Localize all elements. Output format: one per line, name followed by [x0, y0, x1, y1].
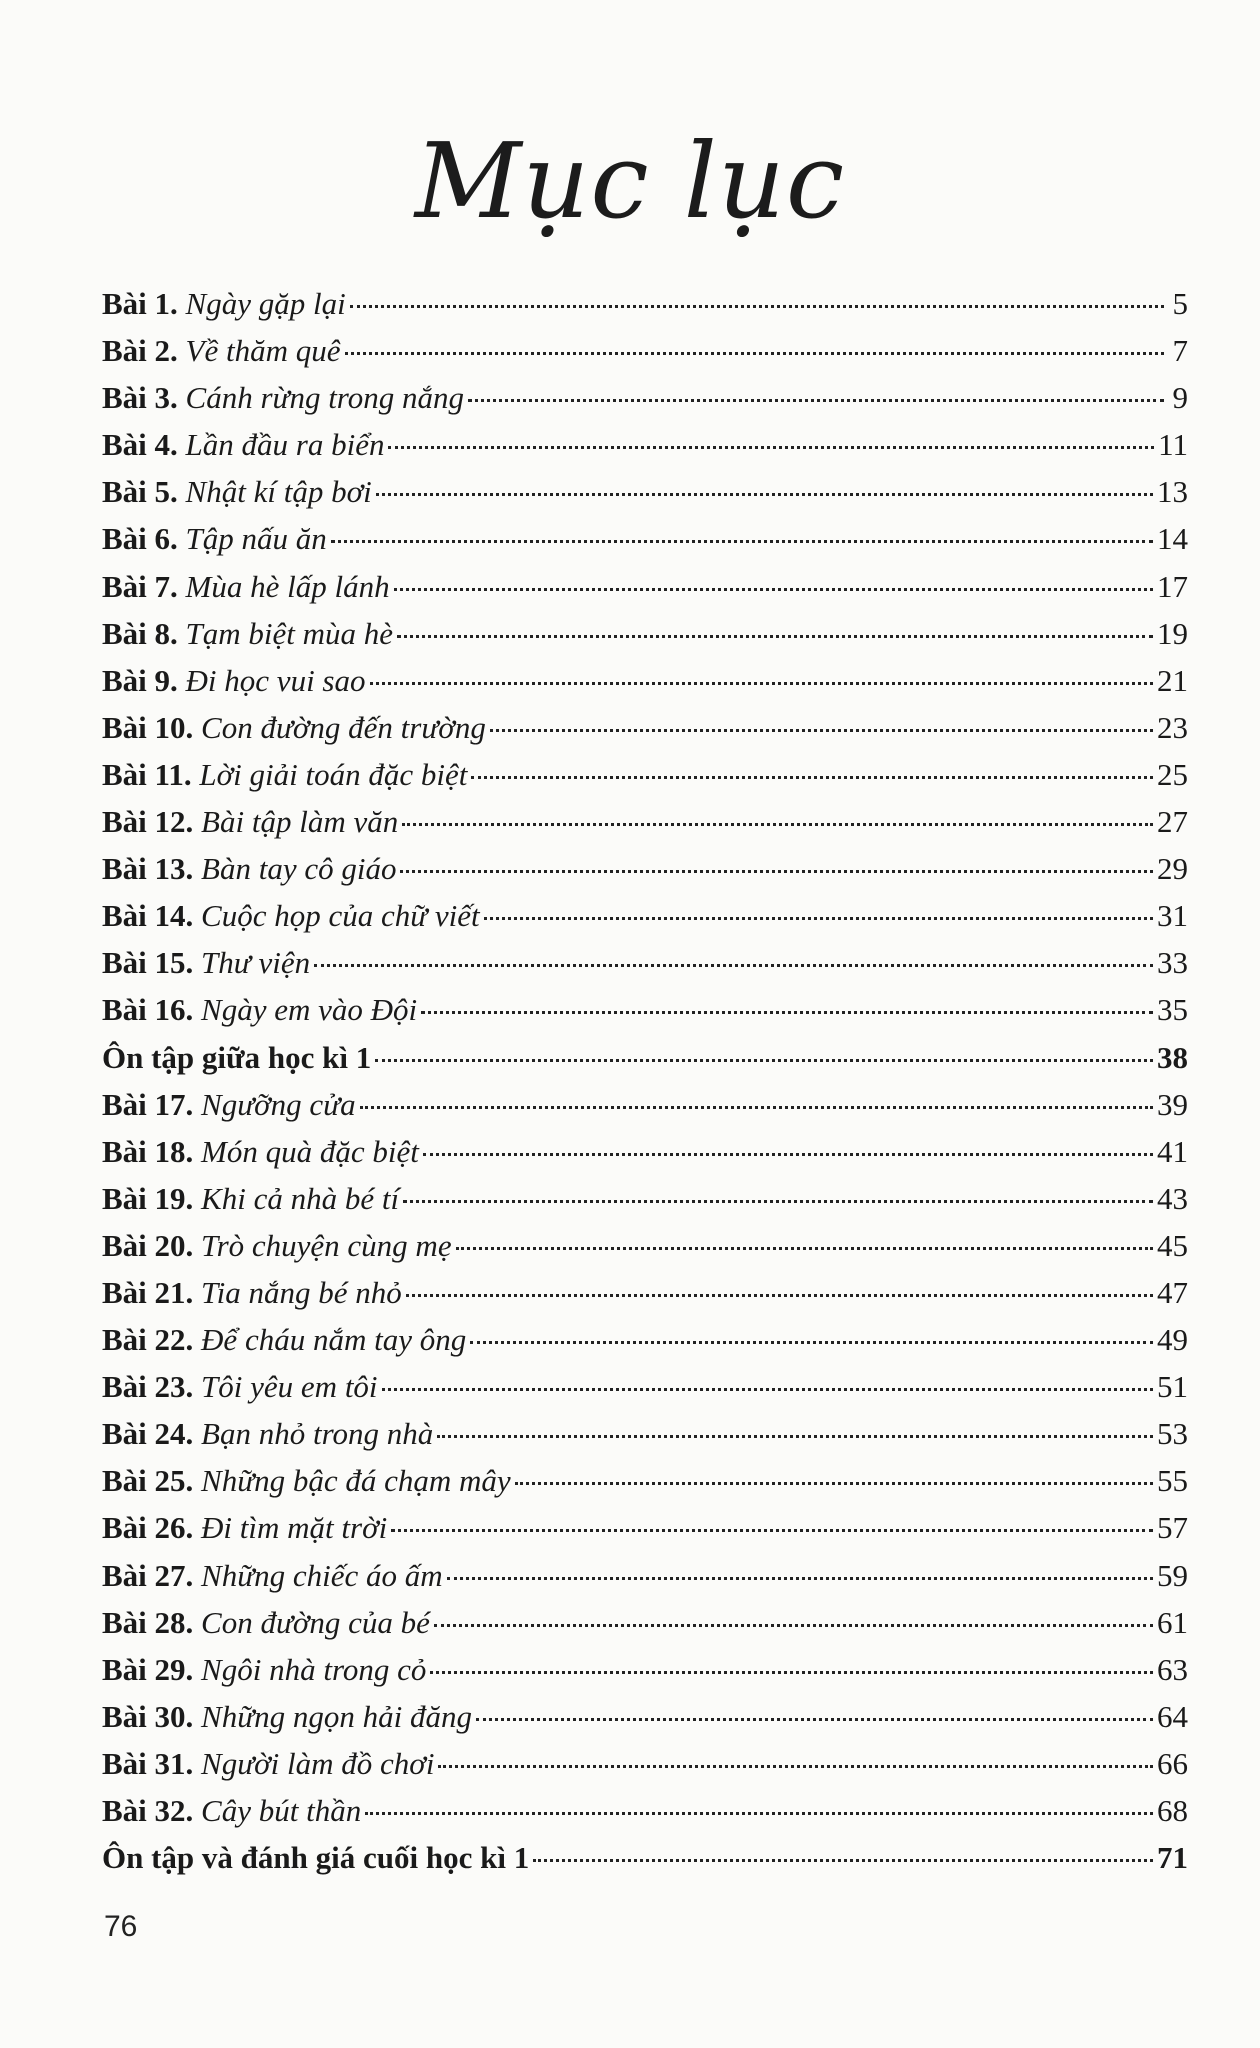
toc-entry: [102, 945, 1188, 992]
dot-leader: [402, 823, 1153, 826]
toc-entry-page: 11: [1158, 427, 1188, 463]
toc-entry-page: 45: [1157, 1227, 1188, 1263]
dot-leader: [490, 729, 1153, 732]
toc-entry-title: Nhật kí tập bơi: [185, 474, 372, 510]
toc-entry-title: Đi học vui sao: [185, 662, 366, 698]
toc-entry-label: [102, 1087, 356, 1123]
table-of-contents: [102, 286, 1188, 1887]
toc-entry-page: 64: [1157, 1698, 1188, 1734]
toc-entry-label: [102, 1369, 378, 1405]
toc-entry: [102, 1369, 1188, 1416]
dot-leader: [437, 1435, 1153, 1438]
toc-entry-number: Bài 12.: [102, 804, 194, 840]
toc-entry-label: [102, 1840, 529, 1876]
dot-leader: [376, 493, 1153, 496]
toc-entry-label: [102, 1275, 402, 1311]
toc-entry-page: 13: [1157, 474, 1188, 510]
dot-leader: [476, 1718, 1153, 1721]
toc-entry-number: Bài 2.: [102, 333, 178, 369]
toc-entry-title: Cuộc họp của chữ viết: [201, 898, 480, 934]
dot-leader: [370, 682, 1154, 685]
toc-entry-page: 21: [1157, 662, 1188, 698]
toc-entry-title: Khi cả nhà bé tí: [201, 1180, 400, 1216]
toc-entry-number: Bài 29.: [102, 1651, 194, 1687]
toc-entry-label: [102, 521, 327, 557]
toc-entry: [102, 427, 1188, 474]
toc-entry-number: Bài 19.: [102, 1180, 194, 1216]
toc-entry-number: Bài 11.: [102, 756, 192, 792]
toc-entry-title: Ngày em vào Đội: [201, 992, 418, 1028]
toc-entry-page: 33: [1157, 945, 1188, 981]
toc-entry-label: [102, 757, 467, 793]
toc-entry-page: 23: [1157, 709, 1188, 745]
dot-leader: [484, 917, 1153, 920]
toc-entry-title: Cánh rừng trong nắng: [185, 380, 464, 416]
toc-entry-number: Bài 24.: [102, 1416, 194, 1452]
toc-entry-label: [102, 710, 486, 746]
toc-entry-label: [102, 1416, 433, 1452]
toc-entry: [102, 1134, 1188, 1181]
toc-entry: [102, 616, 1188, 663]
toc-entry-page: 49: [1157, 1322, 1188, 1358]
toc-entry-page: 39: [1157, 1086, 1188, 1122]
dot-leader: [434, 1624, 1153, 1627]
toc-entry-number: Ôn tập và đánh giá cuối học kì 1: [102, 1840, 530, 1876]
toc-entry-label: [102, 569, 390, 605]
toc-entry-page: 38: [1157, 1039, 1188, 1075]
toc-entry-number: Bài 14.: [102, 898, 194, 934]
dot-leader: [470, 1341, 1153, 1344]
toc-entry: [102, 1793, 1188, 1840]
toc-entry-title: Tạm biệt mùa hè: [185, 615, 394, 651]
toc-entry-page: 41: [1157, 1133, 1188, 1169]
toc-entry-title: Những chiếc áo ấm: [201, 1557, 443, 1593]
toc-section-entry: [102, 1840, 1188, 1887]
toc-entry-page: 47: [1157, 1274, 1188, 1310]
toc-entry-label: [102, 1181, 399, 1217]
toc-entry: [102, 1463, 1188, 1510]
dot-leader: [403, 1200, 1153, 1203]
toc-entry-label: [102, 1699, 472, 1735]
toc-entry: [102, 1087, 1188, 1134]
dot-leader: [365, 1812, 1153, 1815]
toc-entry: [102, 1228, 1188, 1275]
toc-entry-number: Ôn tập giữa học kì 1: [102, 1039, 372, 1075]
toc-entry-label: [102, 427, 384, 463]
toc-entry-number: Bài 5.: [102, 474, 178, 510]
toc-entry-title: Ngưỡng cửa: [201, 1086, 356, 1122]
dot-leader: [394, 588, 1153, 591]
toc-entry-label: [102, 898, 480, 934]
toc-entry-label: [102, 1605, 430, 1641]
toc-section-entry: [102, 1040, 1188, 1087]
page-title: Mục lục: [414, 120, 846, 242]
toc-entry-title: Con đường của bé: [201, 1604, 430, 1640]
dot-leader: [360, 1106, 1153, 1109]
dot-leader: [430, 1671, 1153, 1674]
dot-leader: [331, 540, 1153, 543]
toc-entry-title: Cây bút thần: [201, 1793, 362, 1828]
dot-leader: [388, 446, 1154, 449]
toc-entry-page: 59: [1157, 1557, 1188, 1593]
dot-leader: [400, 870, 1153, 873]
toc-entry-page: 51: [1157, 1369, 1188, 1405]
dot-leader: [515, 1482, 1153, 1485]
toc-entry: [102, 1322, 1188, 1369]
dot-leader: [314, 964, 1153, 967]
toc-entry-number: Bài 21.: [102, 1274, 194, 1310]
toc-entry-title: Lần đầu ra biển: [185, 427, 385, 463]
dot-leader: [345, 352, 1164, 355]
dot-leader: [456, 1247, 1153, 1250]
toc-entry: [102, 851, 1188, 898]
toc-entry-label: [102, 1463, 511, 1499]
toc-entry-label: [102, 286, 346, 322]
toc-entry-label: [102, 333, 341, 369]
toc-entry-title: Ngày gặp lại: [185, 286, 346, 321]
toc-entry-title: Lời giải toán đặc biệt: [199, 756, 468, 792]
toc-entry-label: [102, 945, 310, 981]
toc-entry: [102, 898, 1188, 945]
toc-entry-title: Để cháu nắm tay ông: [201, 1322, 467, 1358]
toc-entry-page: 55: [1157, 1463, 1188, 1499]
toc-entry-page: 57: [1157, 1510, 1188, 1546]
toc-entry: [102, 521, 1188, 568]
toc-entry-page: 71: [1157, 1840, 1188, 1876]
toc-entry-number: Bài 20.: [102, 1227, 194, 1263]
toc-entry-number: Bài 4.: [102, 427, 178, 463]
toc-entry-number: Bài 18.: [102, 1133, 194, 1169]
toc-entry-title: Tập nấu ăn: [185, 521, 327, 557]
toc-entry-number: Bài 7.: [102, 568, 178, 604]
toc-entry-title: Bàn tay cô giáo: [201, 851, 397, 887]
dot-leader: [375, 1059, 1153, 1062]
toc-entry: [102, 1181, 1188, 1228]
toc-entry-title: Những ngọn hải đăng: [201, 1698, 472, 1734]
toc-entry-label: [102, 380, 464, 416]
toc-entry: [102, 569, 1188, 616]
page-number: 76: [104, 1910, 138, 1943]
toc-entry-title: Món quà đặc biệt: [201, 1133, 419, 1169]
toc-entry-page: 5: [1172, 286, 1188, 321]
toc-entry-page: 35: [1157, 992, 1188, 1028]
toc-entry-title: Bài tập làm văn: [201, 804, 399, 840]
toc-entry-number: Bài 16.: [102, 992, 194, 1028]
toc-entry-label: [102, 474, 372, 510]
toc-entry: [102, 1275, 1188, 1322]
dot-leader: [447, 1577, 1153, 1580]
toc-entry-title: Đi tìm mặt trời: [201, 1510, 388, 1546]
toc-entry-page: 19: [1157, 615, 1188, 651]
toc-entry-number: Bài 15.: [102, 945, 194, 981]
toc-entry: [102, 804, 1188, 851]
toc-entry: [102, 757, 1188, 804]
toc-entry-page: 29: [1157, 851, 1188, 887]
toc-entry-label: [102, 1040, 371, 1076]
toc-entry-number: Bài 17.: [102, 1086, 194, 1122]
toc-entry: [102, 992, 1188, 1039]
dot-leader: [533, 1859, 1153, 1862]
toc-entry: [102, 1510, 1188, 1557]
toc-entry: [102, 1416, 1188, 1463]
toc-entry-number: Bài 22.: [102, 1322, 194, 1358]
toc-entry-label: [102, 1746, 434, 1782]
toc-entry-title: Về thăm quê: [185, 333, 341, 369]
toc-entry-label: [102, 1652, 426, 1688]
toc-entry-title: Mùa hè lấp lánh: [185, 568, 390, 604]
toc-entry: [102, 286, 1188, 333]
toc-entry: [102, 1652, 1188, 1699]
toc-entry-title: Những bậc đá chạm mây: [201, 1463, 511, 1499]
toc-entry: [102, 380, 1188, 427]
dot-leader: [421, 1011, 1153, 1014]
toc-entry-number: Bài 32.: [102, 1793, 194, 1828]
dot-leader: [468, 399, 1164, 402]
toc-entry-title: Bạn nhỏ trong nhà: [201, 1416, 434, 1452]
toc-entry: [102, 474, 1188, 521]
toc-entry-page: 43: [1157, 1180, 1188, 1216]
toc-entry-label: [102, 851, 396, 887]
toc-entry-title: Tia nắng bé nhỏ: [201, 1274, 402, 1310]
toc-entry-page: 66: [1157, 1745, 1188, 1781]
toc-entry-number: Bài 26.: [102, 1510, 194, 1546]
toc-entry: [102, 710, 1188, 757]
toc-entry: [102, 1699, 1188, 1746]
toc-entry-page: 27: [1157, 804, 1188, 840]
toc-entry-label: [102, 1134, 419, 1170]
toc-entry-page: 25: [1157, 756, 1188, 792]
dot-leader: [438, 1765, 1153, 1768]
toc-entry-page: 9: [1172, 380, 1188, 416]
dot-leader: [382, 1388, 1153, 1391]
toc-entry-label: [102, 992, 417, 1028]
toc-entry-page: 53: [1157, 1416, 1188, 1452]
toc-entry-page: 61: [1157, 1604, 1188, 1640]
toc-entry-label: [102, 1558, 443, 1594]
dot-leader: [471, 776, 1153, 779]
toc-entry-title: Thư viện: [201, 945, 311, 981]
toc-entry-title: Người làm đồ chơi: [201, 1745, 435, 1781]
toc-entry-label: [102, 1793, 361, 1829]
toc-entry-label: [102, 804, 398, 840]
toc-entry: [102, 663, 1188, 710]
toc-entry-title: Trò chuyện cùng mẹ: [201, 1227, 452, 1263]
toc-entry-label: [102, 1322, 466, 1358]
toc-entry-page: 31: [1157, 898, 1188, 934]
toc-entry-number: Bài 6.: [102, 521, 178, 557]
toc-entry-number: Bài 25.: [102, 1463, 194, 1499]
toc-entry-number: Bài 9.: [102, 662, 178, 698]
toc-entry-number: Bài 28.: [102, 1604, 194, 1640]
toc-entry: [102, 1605, 1188, 1652]
toc-entry-page: 7: [1172, 333, 1188, 369]
toc-entry-title: Tôi yêu em tôi: [201, 1369, 378, 1405]
toc-entry-title: Ngôi nhà trong cỏ: [201, 1651, 427, 1687]
toc-entry-number: Bài 30.: [102, 1698, 194, 1734]
toc-entry-number: Bài 3.: [102, 380, 178, 416]
toc-entry-page: 17: [1157, 568, 1188, 604]
toc-entry-number: Bài 8.: [102, 615, 178, 651]
toc-entry-label: [102, 616, 393, 652]
toc-entry: [102, 1558, 1188, 1605]
dot-leader: [350, 305, 1164, 308]
toc-entry: [102, 333, 1188, 380]
toc-entry-number: Bài 27.: [102, 1557, 194, 1593]
toc-entry-page: 68: [1157, 1793, 1188, 1828]
dot-leader: [406, 1294, 1153, 1297]
toc-entry-page: 14: [1157, 521, 1188, 557]
toc-entry: [102, 1746, 1188, 1793]
toc-entry-number: Bài 10.: [102, 709, 194, 745]
dot-leader: [423, 1153, 1153, 1156]
toc-entry-number: Bài 13.: [102, 851, 194, 887]
toc-entry-label: [102, 663, 366, 699]
toc-entry-number: Bài 31.: [102, 1745, 194, 1781]
dot-leader: [391, 1529, 1153, 1532]
toc-entry-page: 63: [1157, 1651, 1188, 1687]
toc-entry-label: [102, 1510, 387, 1546]
toc-entry-number: Bài 1.: [102, 286, 178, 321]
toc-entry-title: Con đường đến trường: [201, 709, 486, 745]
dot-leader: [397, 635, 1153, 638]
toc-entry-number: Bài 23.: [102, 1369, 194, 1405]
toc-entry-label: [102, 1228, 452, 1264]
